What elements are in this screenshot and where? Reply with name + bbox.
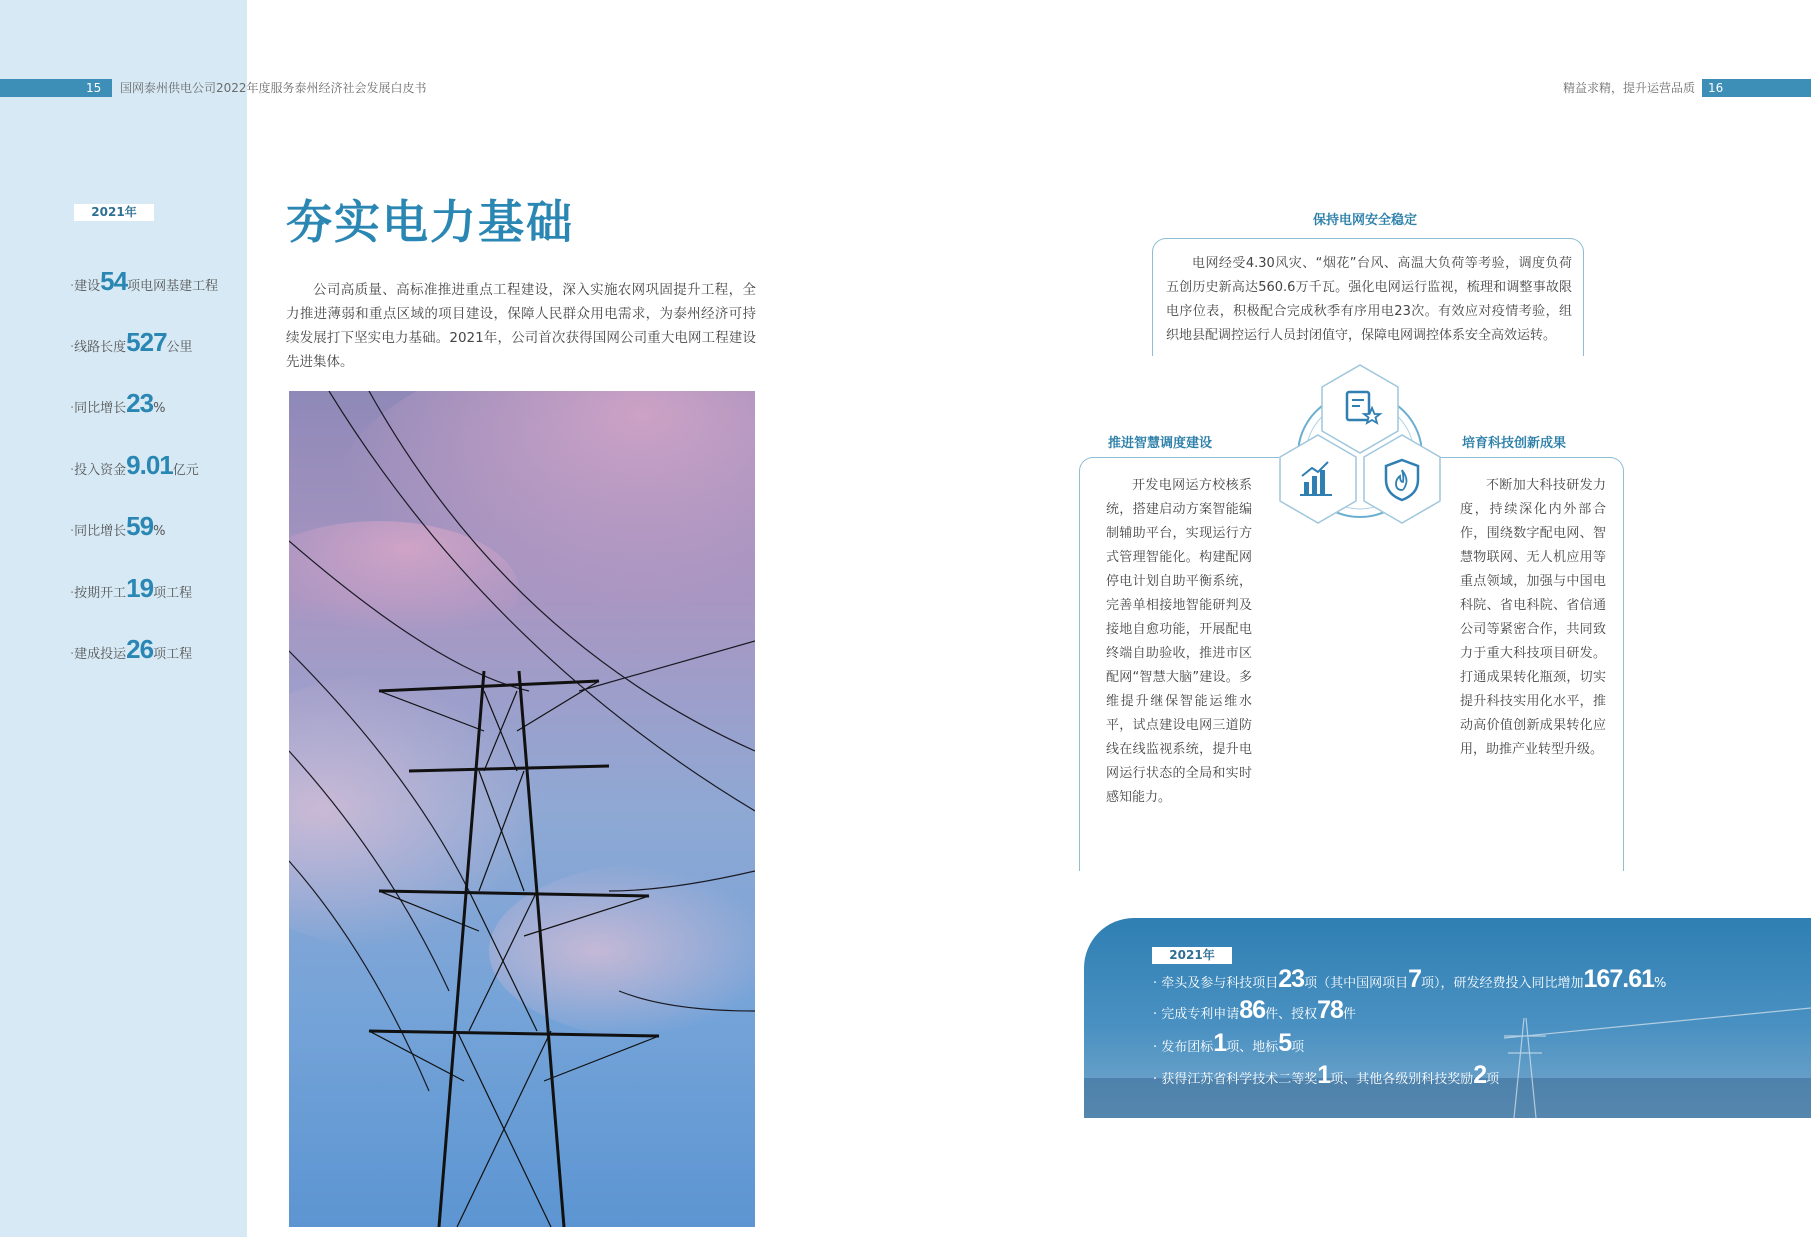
intro-paragraph: 公司高质量、高标准推进重点工程建设，深入实施农网巩固提升工程，全力推进薄弱和重点区域的项目建设，保障人民群众用电需求，为泰州经济可持续发展打下坚实电力基础。2021年，公司首次获得国网公司重大电网工程建设先进集体。	[286, 282, 756, 370]
tech-innovation-text: 不断加大科技研发力度，持续深化内外部合作，围绕数字配电网、智慧物联网、无人机应用等重点领域，加强与中国电科院、省电科院、省信通公司等紧密合作，共同致力于重大科技项目研发。打通成果转化瓶颈，切实提升科技实用化水平，推动高价值创新成果转化应用，助推产业转型升级。	[1460, 478, 1606, 757]
smart-dispatch-text: 开发电网运方校核系统，搭建启动方案智能编制辅助平台，实现运行方式管理智能化。构建配网停电计划自助平衡系统，完善单相接地智能研判及接地自愈功能，开展配电终端自助验收，推进市区配网“智慧大脑”建设。多维提升继保智能运维水平，试点建设电网三道防线在线监视系统，提升电网运行状态的全局和实时感知能力。	[1106, 478, 1252, 805]
stat-item: ·建设54项电网基建工程	[70, 266, 219, 296]
hex-icon-cluster	[1270, 360, 1450, 540]
stat-item: ·同比增长59%	[70, 511, 166, 541]
bottom-stat-line: · 完成专利申请86件、授权78件	[1153, 996, 1356, 1024]
header-left-title: 国网泰州供电公司2022年度服务泰州经济社会发展白皮书	[120, 81, 427, 95]
sidebar-year-badge: 2021年	[74, 204, 154, 221]
power-tower-photo	[289, 391, 755, 1227]
certificate-star-icon	[1322, 365, 1398, 453]
grid-safety-text: 电网经受4.30风灾、“烟花”台风、高温大负荷等考验，调度负荷五创历史新高达560.6万千瓦。强化电网运行监视，梳理和调整事故限电序位表，积极配合完成秋季有序用电23次。有效应对疫情考验，组织地县配调控运行人员封闭值守，保障电网调控体系安全高效运转。	[1166, 256, 1572, 343]
section-heading-tech-innovation: 培育科技创新成果	[1462, 436, 1567, 451]
shield-flame-icon	[1364, 435, 1440, 523]
bottom-stat-line: · 牵头及参与科技项目23项（其中国网项目7项），研发经费投入同比增加167.61%	[1153, 965, 1667, 993]
page-number-right: 16	[1708, 81, 1724, 95]
stat-item: ·同比增长23%	[70, 388, 166, 418]
section-heading-grid-safety: 保持电网安全稳定	[1312, 213, 1417, 228]
bottom-stat-line: · 发布团标1项、地标5项	[1153, 1029, 1305, 1057]
page-number-left: 15	[86, 81, 102, 95]
page-title: 夯实电力基础	[286, 195, 574, 249]
left-sidebar	[0, 0, 247, 1237]
stat-item: ·线路长度527公里	[70, 327, 193, 357]
bottom-stat-line: · 获得江苏省科学技术二等奖1项、其他各级别科技奖励2项	[1153, 1061, 1500, 1089]
section-heading-smart-dispatch: 推进智慧调度建设	[1108, 436, 1213, 451]
stat-item: ·按期开工19项工程	[70, 573, 193, 603]
stat-item: ·建成投运26项工程	[70, 634, 193, 664]
stat-item: ·投入资金9.01亿元	[70, 450, 199, 480]
header-right-title: 精益求精，提升运营品质	[1562, 81, 1695, 95]
bar-chart-icon	[1280, 435, 1356, 523]
bottom-year-badge: 2021年	[1152, 947, 1232, 964]
